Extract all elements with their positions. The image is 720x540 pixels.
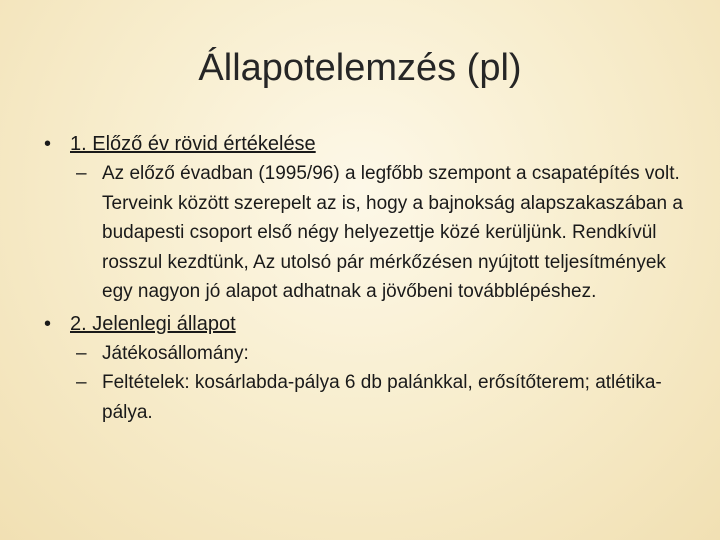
bullet-heading: 1. Előző év rövid értékelése [70,133,316,155]
bullet-icon: • [44,312,52,335]
dash-icon: – [76,372,87,393]
sub-item-text: Játékosállomány: [102,342,249,364]
slide-title: Állapotelemzés (pl) [198,47,522,89]
sub-item [40,368,690,427]
bullet-item [40,130,690,159]
slide-content [40,130,690,427]
sub-item [40,339,690,369]
sub-item-text: Az előző évadban (1995/96) a legfőbb szempont a csapatépítés volt. Terveink között szerepelt az is, hogy a bajnokság alapszakaszában a budapesti csoport első négy helyezettje közé kerüljünk. Rendkívül rosszul kezdtünk, Az utolsó pár mérkőzésen nyújtott teljesítmények egy nagyon jó alapot adhatnak a jövőbeni továbblépéshez. [102,163,683,302]
bullet-icon: • [44,133,52,155]
bullet-item [40,310,690,339]
dash-icon: – [76,163,87,184]
dash-icon: – [76,342,87,364]
bullet-heading: 2. Jelenlegi állapot [70,312,236,335]
sub-item [40,159,690,307]
sub-item-text: Feltételek: kosárlabda-pálya 6 db palánkkal, erősítőterem; atlétika-pálya. [102,372,662,423]
